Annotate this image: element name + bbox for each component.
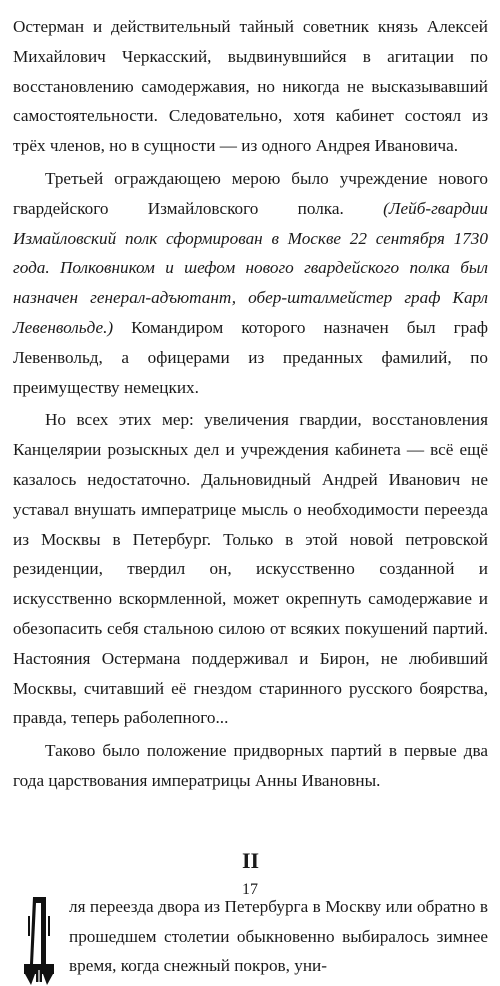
paragraph-5: ля переезда двора из Петербурга в Москву или обратно в прошедшем столетии обыкновенно выбиралось зимнее время, когда снежный покров, уни-	[69, 896, 488, 976]
chapter-heading: II	[241, 847, 260, 873]
paragraph-3: Но всех этих мер: увеличения гвардии, восстановления Канцелярии розыскных дел и учреждения кабинета — всё ещё казалось недостаточно. Дальновидный Андрей Иванович не уставал внушать императрице мысль о необходимости переезда из Москвы в Петербург. Только в этой новой петровской резиденции, твердил он, искусственно созданной и искусственно вскормленной, может окрепнуть самодержавие и обезопасить себя стальною силою от всяких покушений партий. Настояния Остермана поддерживал и Бирон, не любивший Москвы, считавший её гнездом старинного русского боярства, правда, теперь раболепного...	[13, 410, 488, 728]
paragraph-2-italic-note: (Лейб-гвардии Измайловский полк сформирован в Москве 22 сентября 1730 года. Полковником и шефом нового гвардейского полка был назначен генерал-адъютант, обер-шталмейстер граф Карл Левенвольде.)	[13, 198, 488, 337]
paragraph-2-text-end: Командиром которого назначен был граф Левенвольд, а офицерами из преданных фамилий, по преимуществу немецких.	[13, 317, 488, 397]
paragraph-2	[13, 164, 488, 402]
drop-cap-icon	[19, 894, 59, 986]
paragraph-2-text-start: Третьей ограждающею мерою было учреждение нового гвардейского Измайловского полка.	[13, 168, 488, 218]
chapter-opening	[13, 892, 488, 981]
paragraph-4: Таково было положение придворных партий в первые два года царствования императрицы Анны Ивановны.	[13, 741, 488, 790]
paragraph-1: Остерман и действительный тайный советник князь Алексей Михайлович Черкасский, выдвинувшийся в агитации по восстановлению самодержавия, но никогда не высказывавший самостоятельности. Следовательно, хотя кабинет состоял из трёх членов, но в сущности — из одного Андрея Ивановича.	[13, 17, 488, 156]
page-number: 17	[242, 881, 258, 898]
